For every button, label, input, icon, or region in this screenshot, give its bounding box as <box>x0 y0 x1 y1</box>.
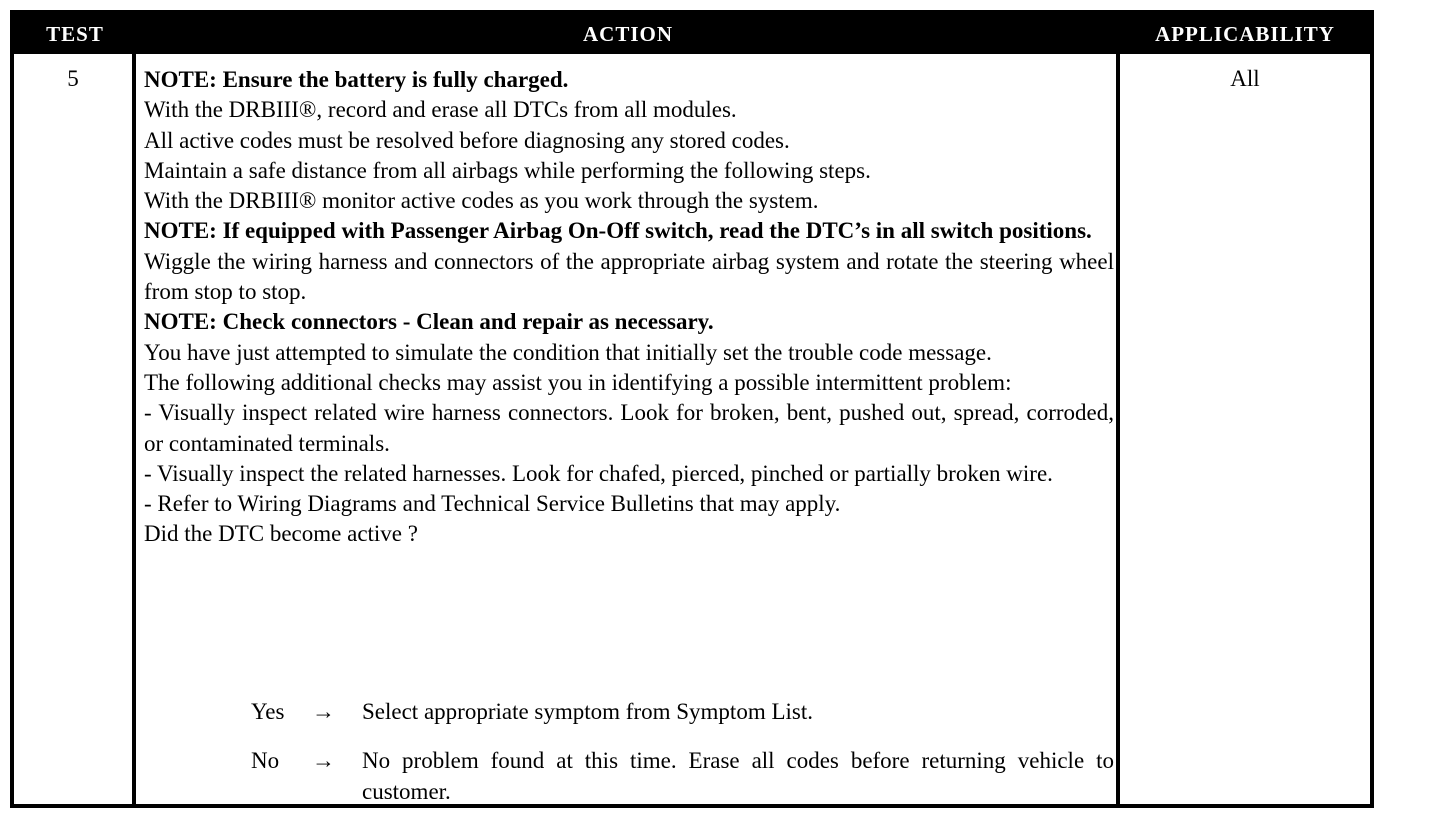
action-line: All active codes must be resolved before diagnosing any stored codes. <box>144 127 790 153</box>
header-action: ACTION <box>582 22 673 46</box>
action-line: The following additional checks may assist you in identifying a possible intermittent problem: <box>144 369 1012 395</box>
answer-label: No <box>251 748 280 774</box>
diagnostic-table <box>10 10 1374 808</box>
arrow-icon: → <box>312 748 335 774</box>
check-item: - Refer to Wiring Diagrams and Technical Service Bulletins that may apply. <box>144 491 841 517</box>
header-test: TEST <box>46 22 104 46</box>
action-line: Maintain a safe distance from all airbags while performing the following steps. <box>144 157 871 183</box>
arrow-icon: → <box>312 699 335 724</box>
question: Did the DTC become active ? <box>144 521 418 547</box>
column-divider <box>132 54 136 804</box>
header-applicability: APPLICABILITY <box>1155 22 1335 46</box>
column-divider <box>1116 54 1120 804</box>
action-line: With the DRBIII® monitor active codes as you work through the system. <box>144 188 819 214</box>
test-number: 5 <box>67 66 79 91</box>
action-line: With the DRBIII®, record and erase all DTCs from all modules. <box>144 97 737 123</box>
note-connectors: NOTE: Check connectors - Clean and repair as necessary. <box>144 309 714 335</box>
action-line: You have just attempted to simulate the condition that initially set the trouble code message. <box>144 339 992 365</box>
answer-no <box>144 746 1114 807</box>
table-header <box>14 14 1370 54</box>
action-line: Wiggle the wiring harness and connectors of the appropriate airbag system and rotate the steering wheel from stop to stop. <box>144 248 1114 305</box>
answer-text: No problem found at this time. Erase all codes before returning vehicle to customer. <box>362 748 1114 804</box>
action-text <box>144 65 1114 550</box>
note-battery: NOTE: Ensure the battery is fully charged. <box>144 67 569 92</box>
answer-label: Yes <box>251 699 285 724</box>
check-item: - Visually inspect related wire harness connectors. Look for broken, bent, pushed out, spread, corroded, or contaminated terminals. <box>144 400 1114 456</box>
check-item: - Visually inspect the related harnesses. Look for chafed, pierced, pinched or partially broken wire. <box>144 460 1053 486</box>
answer-text: Select appropriate symptom from Symptom List. <box>362 699 813 724</box>
answer-yes <box>144 697 1114 727</box>
answer-options <box>144 697 1114 807</box>
note-switch: NOTE: If equipped with Passenger Airbag On-Off switch, read the DTC’s in all switch positions. <box>144 218 1092 244</box>
applicability-value: All <box>1230 66 1260 91</box>
